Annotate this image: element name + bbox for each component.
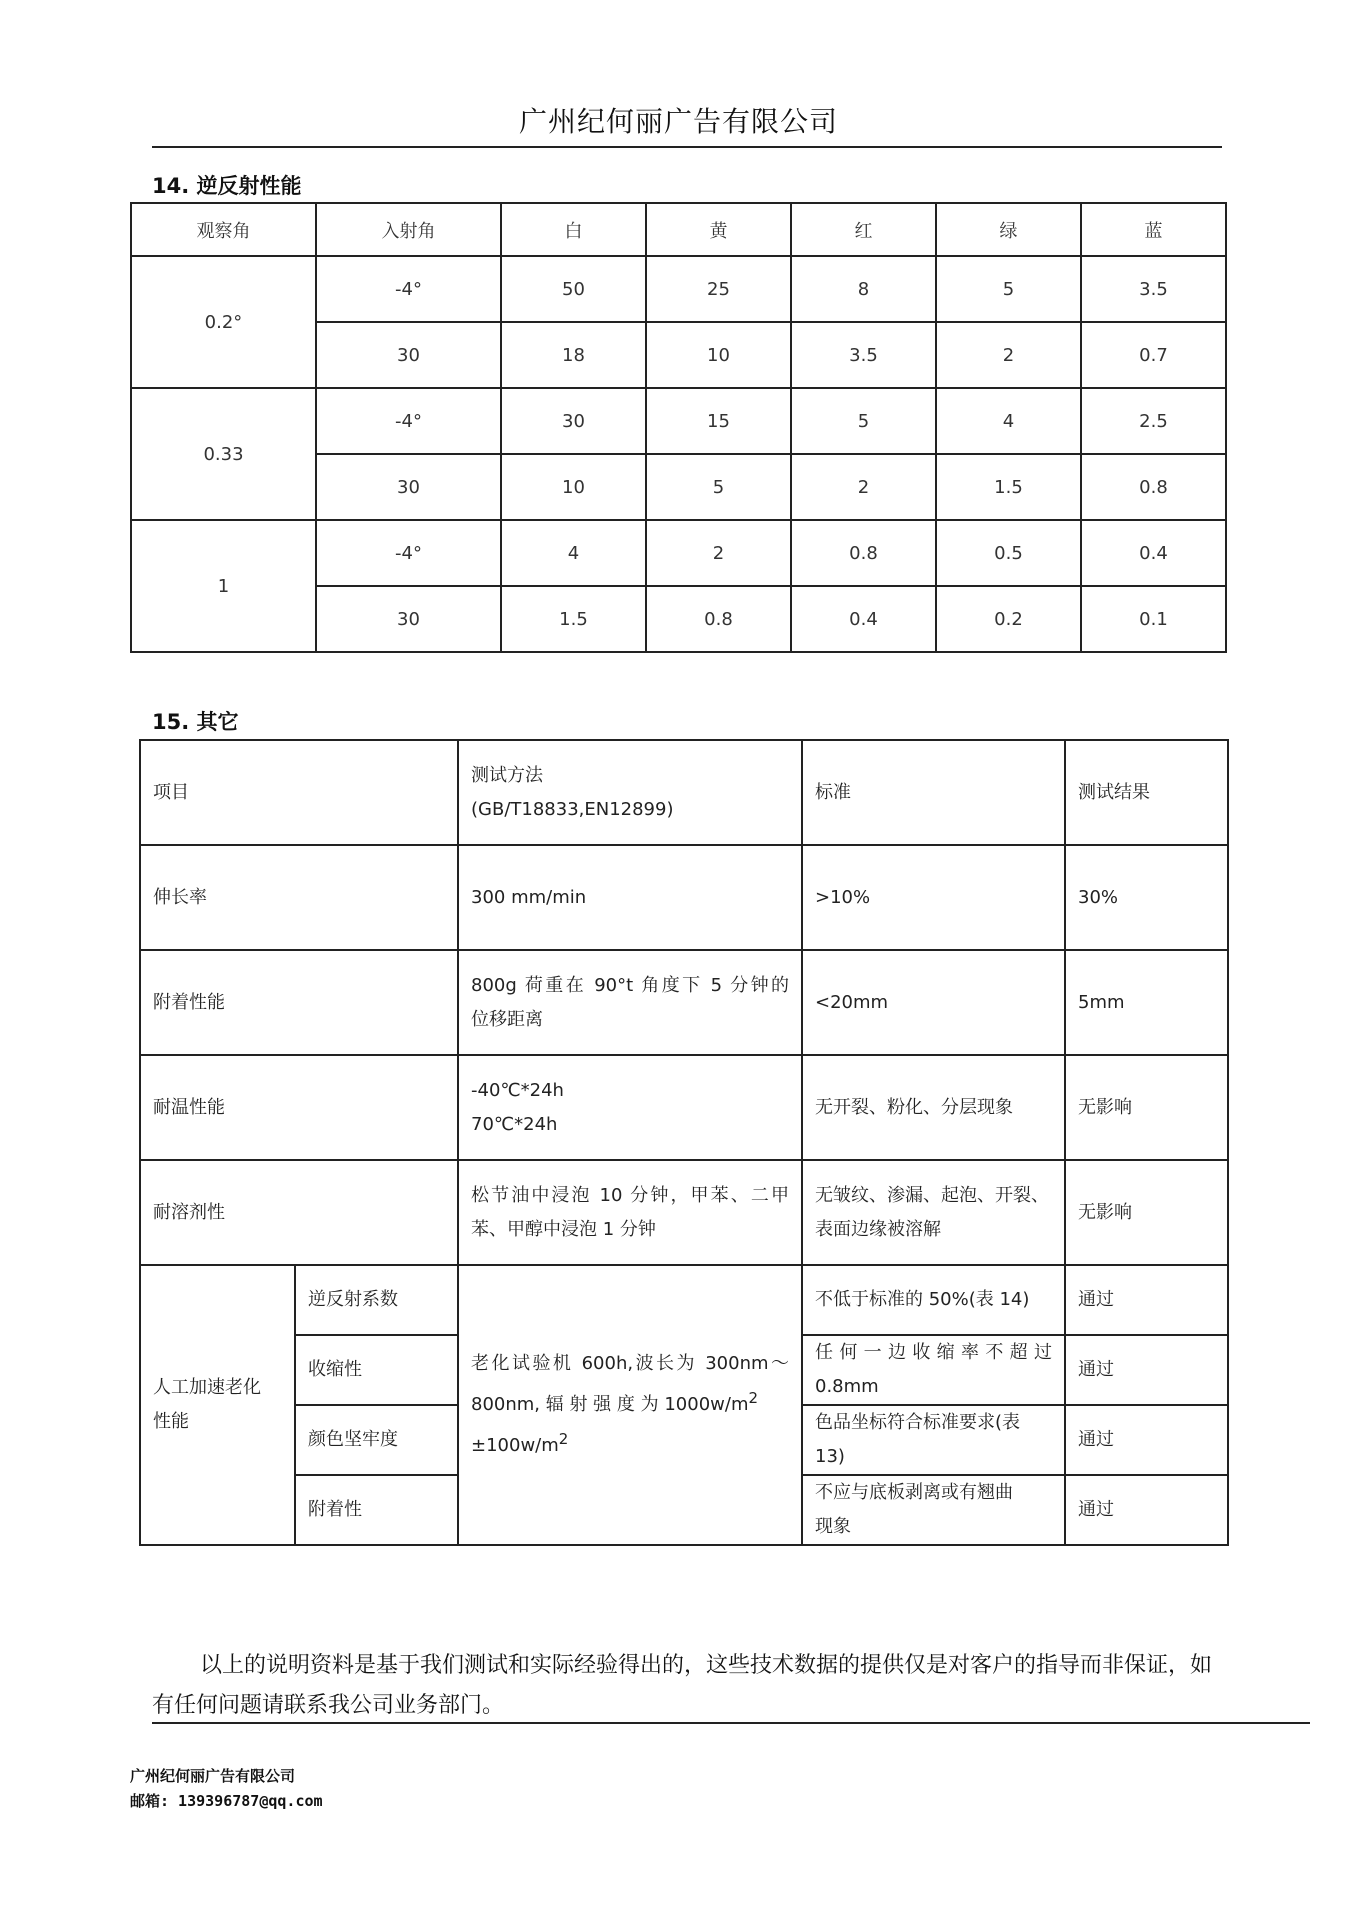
result-cell: 30% [1065, 845, 1228, 950]
standard-cell [802, 1055, 1065, 1160]
method-cell [458, 950, 802, 1055]
standard-cell [802, 1405, 1065, 1475]
value-cell: 5 [646, 454, 791, 520]
result-cell: 通过 [1065, 1265, 1228, 1335]
standard-line1: <20mm [815, 991, 889, 1013]
result-header: 测试结果 [1065, 740, 1228, 845]
aging-method-line2-text: 800nm, 辐 射 强 度 为 1000w/m [471, 1394, 749, 1415]
standard-cell [802, 950, 1065, 1055]
section-15-title: 15. 其它 [152, 710, 239, 734]
value-cell: 8 [791, 256, 936, 322]
col-header: 蓝 [1081, 203, 1226, 256]
method-header-line1: 测试方法 [471, 764, 543, 786]
page-header-company: 广州纪何丽广告有限公司 [518, 105, 838, 138]
section-14-title: 14. 逆反射性能 [152, 174, 302, 198]
standard-cell [802, 1160, 1065, 1265]
value-cell: 0.7 [1081, 322, 1226, 388]
col-header: 白 [501, 203, 646, 256]
incidence-angle-cell: -4° [316, 256, 501, 322]
value-cell: 4 [501, 520, 646, 586]
value-cell: 1.5 [936, 454, 1081, 520]
value-cell: 30 [501, 388, 646, 454]
value-cell: 2 [646, 520, 791, 586]
table-row [140, 845, 1228, 950]
superscript: 2 [558, 1430, 569, 1448]
value-cell: 0.1 [1081, 586, 1226, 652]
standard-line1: 任何一边收缩率不超过 [815, 1342, 1052, 1363]
col-header: 入射角 [316, 203, 501, 256]
value-cell: 0.4 [1081, 520, 1226, 586]
value-cell: 1.5 [501, 586, 646, 652]
aging-item-line2: 性能 [153, 1411, 189, 1432]
incidence-angle-cell: -4° [316, 388, 501, 454]
footer-company: 广州纪何丽广告有限公司 [130, 1767, 296, 1785]
standard-line1: 无开裂、粉化、分层现象 [815, 1096, 1013, 1118]
value-cell: 18 [501, 322, 646, 388]
aging-subitem-cell: 附着性 [295, 1475, 458, 1545]
standard-line2: 表面边缘被溶解 [815, 1218, 941, 1240]
method-header [458, 740, 802, 845]
incidence-angle-cell: -4° [316, 520, 501, 586]
table-header-row [140, 740, 1228, 845]
aging-subitem-cell: 逆反射系数 [295, 1265, 458, 1335]
item-cell: 附着性能 [140, 950, 458, 1055]
other-properties-table [139, 739, 1229, 1546]
footer-rule [152, 1722, 1310, 1724]
superscript: 2 [748, 1389, 759, 1407]
col-header: 黄 [646, 203, 791, 256]
value-cell: 2.5 [1081, 388, 1226, 454]
standard-line2: 0.8mm [815, 1376, 879, 1397]
table-row [131, 256, 1226, 322]
col-header: 绿 [936, 203, 1081, 256]
method-line1: 800g 荷重在 90°t 角度下 5 分钟的 [471, 974, 789, 996]
value-cell: 0.8 [791, 520, 936, 586]
value-cell: 25 [646, 256, 791, 322]
result-cell: 通过 [1065, 1335, 1228, 1405]
header-rule [152, 146, 1222, 148]
incidence-angle-cell: 30 [316, 586, 501, 652]
standard-line2: 13) [815, 1446, 845, 1467]
observation-angle-cell: 0.2° [131, 256, 316, 388]
col-header: 红 [791, 203, 936, 256]
standard-line1: 色品坐标符合标准要求(表 [815, 1412, 1021, 1433]
value-cell: 0.2 [936, 586, 1081, 652]
standard-line1: 不应与底板剥离或有翘曲 [815, 1482, 1013, 1503]
value-cell: 5 [791, 388, 936, 454]
value-cell: 0.8 [646, 586, 791, 652]
footer-email: 邮箱: 139396787@qq.com [130, 1792, 323, 1810]
incidence-angle-cell: 30 [316, 454, 501, 520]
aging-method-cell [458, 1265, 802, 1545]
value-cell: 0.4 [791, 586, 936, 652]
standard-header: 标准 [802, 740, 1065, 845]
table-row [140, 950, 1228, 1055]
value-cell: 2 [791, 454, 936, 520]
method-line1: -40℃*24h [471, 1079, 564, 1101]
method-cell [458, 845, 802, 950]
item-header: 项目 [140, 740, 458, 845]
col-header: 观察角 [131, 203, 316, 256]
aging-method-line2 [471, 1381, 789, 1422]
aging-method-line3 [471, 1422, 789, 1463]
table-row [140, 1160, 1228, 1265]
value-cell: 2 [936, 322, 1081, 388]
standard-line1: 无皱纹、渗漏、起泡、开裂、 [815, 1184, 1049, 1206]
method-line2: 苯、甲醇中浸泡 1 分钟 [471, 1218, 656, 1240]
value-cell: 0.8 [1081, 454, 1226, 520]
item-cell: 耐溶剂性 [140, 1160, 458, 1265]
result-cell: 无影响 [1065, 1055, 1228, 1160]
value-cell: 5 [936, 256, 1081, 322]
standard-cell [802, 1335, 1065, 1405]
item-cell: 伸长率 [140, 845, 458, 950]
table-header-row [131, 203, 1226, 256]
method-line2: 位移距离 [471, 1008, 543, 1030]
aging-item-line1: 人工加速老化 [153, 1377, 261, 1398]
result-cell: 通过 [1065, 1405, 1228, 1475]
aging-item-cell [140, 1265, 295, 1545]
table-row [140, 1265, 1228, 1335]
observation-angle-cell: 0.33 [131, 388, 316, 520]
value-cell: 50 [501, 256, 646, 322]
standard-line1: >10% [815, 886, 871, 908]
method-header-line2: (GB/T18833,EN12899) [471, 798, 674, 820]
value-cell: 4 [936, 388, 1081, 454]
value-cell: 10 [646, 322, 791, 388]
table-row [131, 520, 1226, 586]
standard-line1: 不低于标准的 50%(表 14) [815, 1289, 1030, 1310]
value-cell: 3.5 [791, 322, 936, 388]
value-cell: 10 [501, 454, 646, 520]
method-cell [458, 1055, 802, 1160]
standard-cell [802, 845, 1065, 950]
result-cell: 通过 [1065, 1475, 1228, 1545]
standard-cell [802, 1265, 1065, 1335]
retroreflection-table [130, 202, 1227, 653]
method-line1: 300 mm/min [471, 886, 587, 908]
value-cell: 3.5 [1081, 256, 1226, 322]
incidence-angle-cell: 30 [316, 322, 501, 388]
standard-line2: 现象 [815, 1516, 851, 1537]
disclaimer-note: 以上的说明资料是基于我们测试和实际经验得出的，这些技术数据的提供仅是对客户的指导而非保证，如有任何问题请联系我公司业务部门。 [152, 1653, 1213, 1718]
standard-cell [802, 1475, 1065, 1545]
aging-subitem-cell: 颜色坚牢度 [295, 1405, 458, 1475]
result-cell: 5mm [1065, 950, 1228, 1055]
method-line1: 松节油中浸泡 10 分钟，甲苯、二甲 [471, 1184, 789, 1206]
method-line2: 70℃*24h [471, 1113, 558, 1135]
value-cell: 15 [646, 388, 791, 454]
table-row [131, 388, 1226, 454]
aging-subitem-cell: 收缩性 [295, 1335, 458, 1405]
observation-angle-cell: 1 [131, 520, 316, 652]
item-cell: 耐温性能 [140, 1055, 458, 1160]
value-cell: 0.5 [936, 520, 1081, 586]
result-cell: 无影响 [1065, 1160, 1228, 1265]
aging-method-line1: 老化试验机 600h,波长为 300nm～ [471, 1353, 789, 1374]
method-cell [458, 1160, 802, 1265]
aging-method-line3-text: ±100w/m [471, 1435, 559, 1456]
table-row [140, 1055, 1228, 1160]
